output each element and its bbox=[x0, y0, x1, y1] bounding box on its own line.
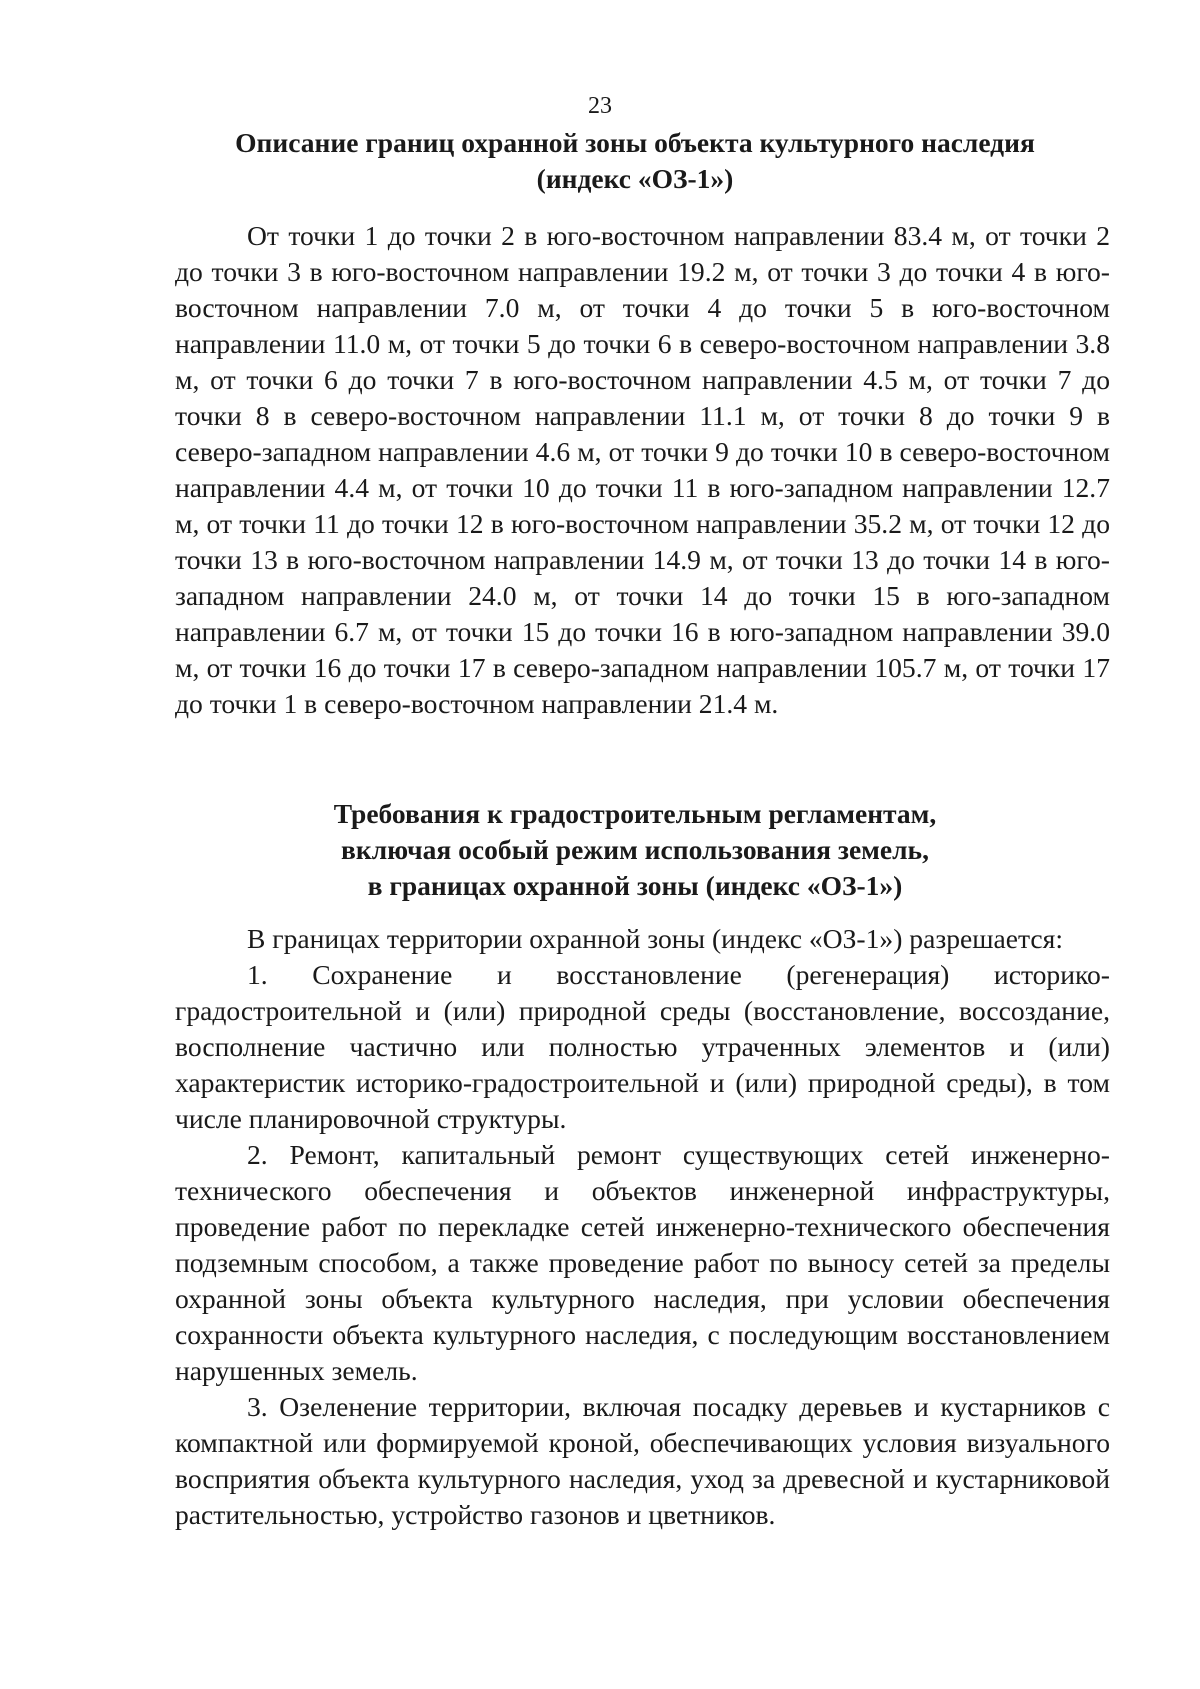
section-2-heading bbox=[160, 796, 1110, 904]
section-1-heading-line-1: Описание границ охранной зоны объекта культурного наследия bbox=[235, 127, 1035, 158]
section-1-body bbox=[175, 218, 1110, 722]
page-number: 23 bbox=[588, 93, 612, 119]
boundary-description-paragraph: От точки 1 до точки 2 в юго-восточном направлении 83.4 м, от точки 2 до точки 3 в юго-восточном направлении 19.2 м, от точки 3 до точки 4 в юго-восточном направлении 7.0 м, от точки 4 до точки 5 в юго-восточном направлении 11.0 м, от точки 5 до точки 6 в северо-восточном направлении 3.8 м, от точки 6 до точки 7 в юго-восточном направлении 4.5 м, от точки 7 до точки 8 в северо-восточном направлении 11.1 м, от точки 8 до точки 9 в северо-западном направлении 4.6 м, от точки 9 до точки 10 в северо-восточном направлении 4.4 м, от точки 10 до точки 11 в юго-западном направлении 12.7 м, от точки 11 до точки 12 в юго-восточном направлении 35.2 м, от точки 12 до точки 13 в юго-восточном направлении 14.9 м, от точки 13 до точки 14 в юго-западном направлении 24.0 м, от точки 14 до точки 15 в юго-западном направлении 6.7 м, от точки 15 до точки 16 в юго-западном направлении 39.0 м, от точки 16 до точки 17 в северо-западном направлении 105.7 м, от точки 17 до точки 1 в северо-восточном направлении 21.4 м. bbox=[175, 220, 1110, 719]
section-1-heading bbox=[160, 125, 1110, 197]
list-item-2: 2. Ремонт, капитальный ремонт существующих сетей инженерно-технического обеспечения и объектов инженерной инфраструктуры, проведение работ по перекладке сетей инженерно-технического обеспечения подземным способом, а также проведение работ по выносу сетей за пределы охранной зоны объекта культурного наследия, при условии обеспечения сохранности объекта культурного наследия, с последующим восстановлением нарушенных земель. bbox=[175, 1139, 1110, 1386]
section-2-body bbox=[175, 921, 1110, 1533]
section-1-heading-line-2: (индекс «ОЗ-1») bbox=[536, 163, 734, 194]
section-2-heading-line-1: Требования к градостроительным регламентам, bbox=[333, 798, 937, 829]
list-item-1: 1. Сохранение и восстановление (регенерация) историко-градостроительной и (или) природной среды (восстановление, воссоздание, восполнение частично или полностью утраченных элементов и (или) характеристик историко-градостроительной и (или) природной среды), в том числе планировочной структуры. bbox=[175, 959, 1110, 1134]
section-2-heading-line-2: включая особый режим использования земель, bbox=[341, 834, 929, 865]
permissions-lead: В границах территории охранной зоны (индекс «ОЗ-1») разрешается: bbox=[247, 923, 1064, 954]
list-item-3: 3. Озеленение территории, включая посадку деревьев и кустарников с компактной или формируемой кроной, обеспечивающих условия визуального восприятия объекта культурного наследия, уход за древесной и кустарниковой растительностью, устройство газонов и цветников. bbox=[175, 1391, 1110, 1530]
section-2-heading-line-3: в границах охранной зоны (индекс «ОЗ-1») bbox=[367, 870, 903, 901]
